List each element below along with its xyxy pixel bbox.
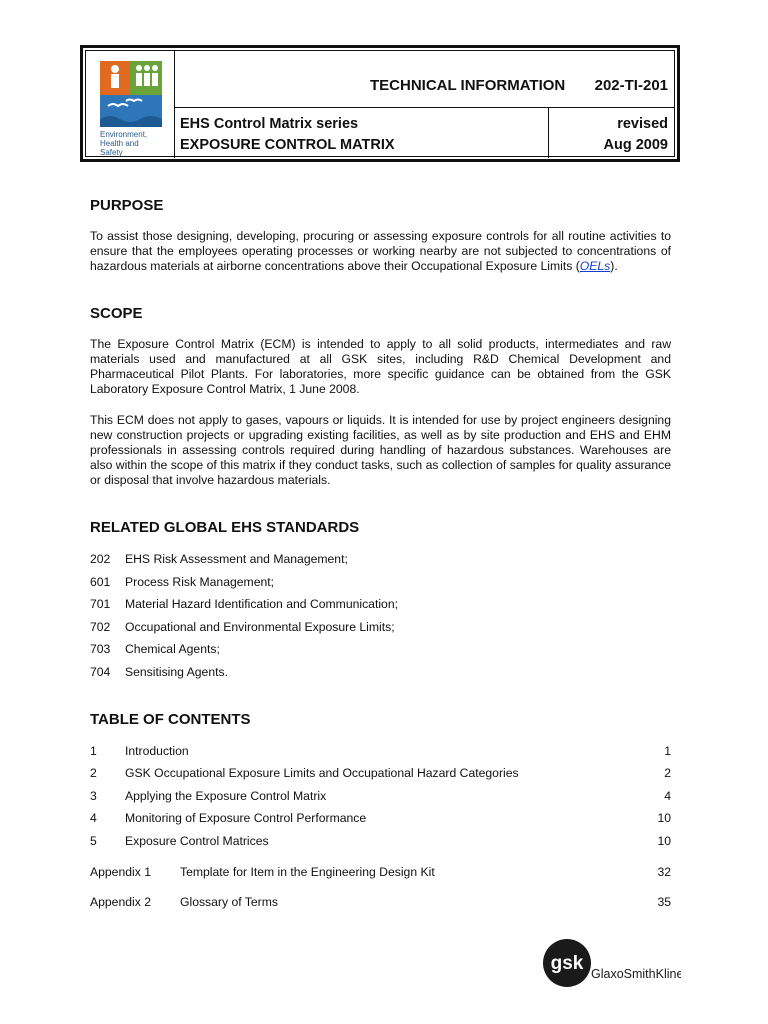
header-title-cell [174,108,549,158]
scope-paragraph-2: This ECM does not apply to gases, vapours or liquids. It is intended for use by project engineers designing new construction projects or upgrading existing facilities, as well as by site production and EHS and EHM professionals in assessing controls required during handling of hazardous substances. Warehouses are also within the scope of this matrix if they conduct tasks, such as collection of samples for quality assurance or disposal that involve hazardous materials. [90,413,671,487]
toc-entry[interactable]: 3 Applying the Exposure Control Matrix 4 [90,789,671,803]
toc-entry[interactable]: 5 Exposure Control Matrices 10 [90,834,671,848]
doc-type: TECHNICAL INFORMATION [370,77,566,94]
toc-heading: TABLE OF CONTENTS [90,711,251,728]
scope-heading: SCOPE [90,305,143,322]
document-header [80,45,680,162]
toc-entry[interactable]: 4 Monitoring of Exposure Control Performance 10 [90,811,671,825]
toc-appendix-entry[interactable]: Appendix 1 Template for Item in the Engineering Design Kit 32 [90,865,671,879]
header-inner-border [85,50,675,157]
toc-entry[interactable]: 2 GSK Occupational Exposure Limits and Occupational Hazard Categories 2 [90,766,671,780]
header-revision-cell [549,108,674,158]
purpose-heading: PURPOSE [90,197,164,214]
scope-paragraph-1: The Exposure Control Matrix (ECM) is intended to apply to all solid products, intermediates and raw materials used and manufactured at all GSK sites, including R&D Chemical Development and Pharmaceutical Pilot Plants. For laboratories, more specific guidance can be obtained from the GSK Laboratory Exposure Control Matrix, 1 June 2008. [90,337,671,396]
toc-appendix-entry[interactable]: Appendix 2 Glossary of Terms 35 [90,895,671,909]
ehs-logo [86,51,175,158]
gsk-logo [541,938,681,988]
company-name: GlaxoSmithKline [591,967,681,981]
gsk-mark-text: gsk [550,953,584,974]
revised-label: revised [617,116,668,132]
doc-code: 202-TI-201 [594,77,668,94]
doc-title: EXPOSURE CONTROL MATRIX [180,137,395,153]
doc-series: EHS Control Matrix series [180,116,359,132]
gsk-logo-icon [541,938,681,988]
ehs-logo-text: Environment, Health and Safety [100,130,148,157]
purpose-text: To assist those designing, developing, procuring or assessing exposure controls for all routine activities to ensure that the employees operating processes or working nearby are not subjected to concentrations of hazardous materials at airborne concentrations above their Occupational Exposure Limits (OELs). [90,229,671,273]
toc-entry[interactable]: 1 Introduction 1 [90,744,671,758]
revised-date: Aug 2009 [603,137,668,153]
standards-heading: RELATED GLOBAL EHS STANDARDS [90,519,360,536]
oels-link[interactable]: OELs [579,259,611,273]
header-row-top [174,51,674,108]
ehs-logo-icon [86,51,174,131]
